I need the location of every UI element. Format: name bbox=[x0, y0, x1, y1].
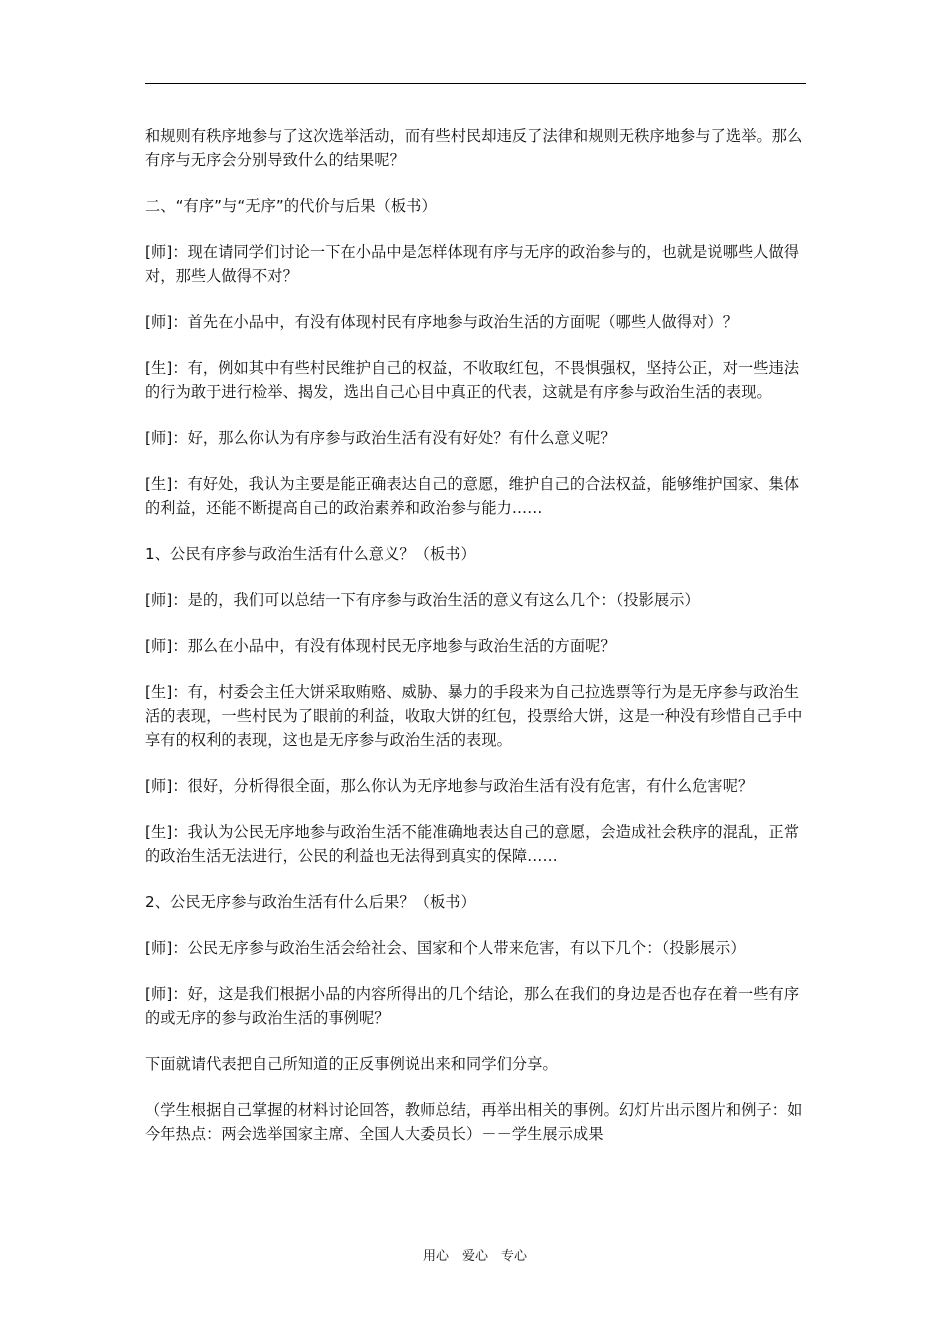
section-heading: 二、“有序”与“无序”的代价与后果（板书） bbox=[145, 197, 437, 215]
paragraph: （学生根据自己掌握的材料讨论回答，教师总结，再举出相关的事例。幻灯片出示图片和例子：如今年热点：两会选举国家主席、全国人大委员长）－－学生展示成果 bbox=[145, 1101, 803, 1143]
paragraph: 下面就请代表把自己所知道的正反事例说出来和同学们分享。 bbox=[145, 1055, 558, 1073]
paragraph: 和规则有秩序地参与了这次选举活动，而有些村民却违反了法律和规则无秩序地参与了选举。那么有序与无序会分别导致什么的结果呢？ bbox=[145, 127, 803, 169]
paragraph: [生]：我认为公民无序地参与政治生活不能准确地表达自己的意愿，会造成社会秩序的混乱，正常的政治生活无法进行，公民的利益也无法得到真实的保障…… bbox=[145, 823, 800, 865]
paragraph: [师]：首先在小品中，有没有体现村民有序地参与政治生活的方面呢（哪些人做得对）？ bbox=[145, 313, 738, 331]
paragraph: [师]：现在请同学们讨论一下在小品中是怎样体现有序与无序的政治参与的，也就是说哪些人做得对，那些人做得不对？ bbox=[145, 243, 800, 285]
paragraph: [生]：有，例如其中有些村民维护自己的权益，不收取红包，不畏惧强权，坚持公正，对一些违法的行为敢于进行检举、揭发，选出自己心目中真正的代表，这就是有序参与政治生活的表现。 bbox=[145, 359, 800, 401]
paragraph: [生]：有好处，我认为主要是能正确表达自己的意愿，维护自己的合法权益，能够维护国家、集体的利益，还能不断提高自己的政治素养和政治参与能力…… bbox=[145, 475, 800, 517]
paragraph: [师]：是的，我们可以总结一下有序参与政治生活的意义有这么几个：（投影展示） bbox=[145, 591, 700, 609]
paragraph: [生]：有，村委会主任大饼采取贿赂、威胁、暴力的手段来为自己拉选票等行为是无序参与政治生活的表现，一些村民为了眼前的利益，收取大饼的红包，投票给大饼，这是一种没有珍惜自己手中享有的权利的表现，这也是无序参与政治生活的表现。 bbox=[145, 683, 803, 749]
paragraph: [师]：那么在小品中，有没有体现村民无序地参与政治生活的方面呢？ bbox=[145, 637, 616, 655]
paragraph: [师]：公民无序参与政治生活会给社会、国家和个人带来危害，有以下几个：（投影展示） bbox=[145, 939, 746, 957]
header-rule bbox=[145, 83, 806, 84]
subheading: 2、公民无序参与政治生活有什么后果？（板书） bbox=[145, 893, 476, 911]
paragraph: [师]：好，这是我们根据小品的内容所得出的几个结论，那么在我们的身边是否也存在着一些有序的或无序的参与政治生活的事例呢？ bbox=[145, 985, 800, 1027]
paragraph: [师]：好，那么你认为有序参与政治生活有没有好处？有什么意义呢？ bbox=[145, 429, 616, 447]
subheading: 1、公民有序参与政治生活有什么意义？（板书） bbox=[145, 545, 476, 563]
paragraph: [师]：很好，分析得很全面，那么你认为无序地参与政治生活有没有危害，有什么危害呢？ bbox=[145, 777, 754, 795]
page-footer: 用心 爱心 专心 bbox=[422, 1249, 527, 1264]
document-body bbox=[145, 124, 813, 1168]
